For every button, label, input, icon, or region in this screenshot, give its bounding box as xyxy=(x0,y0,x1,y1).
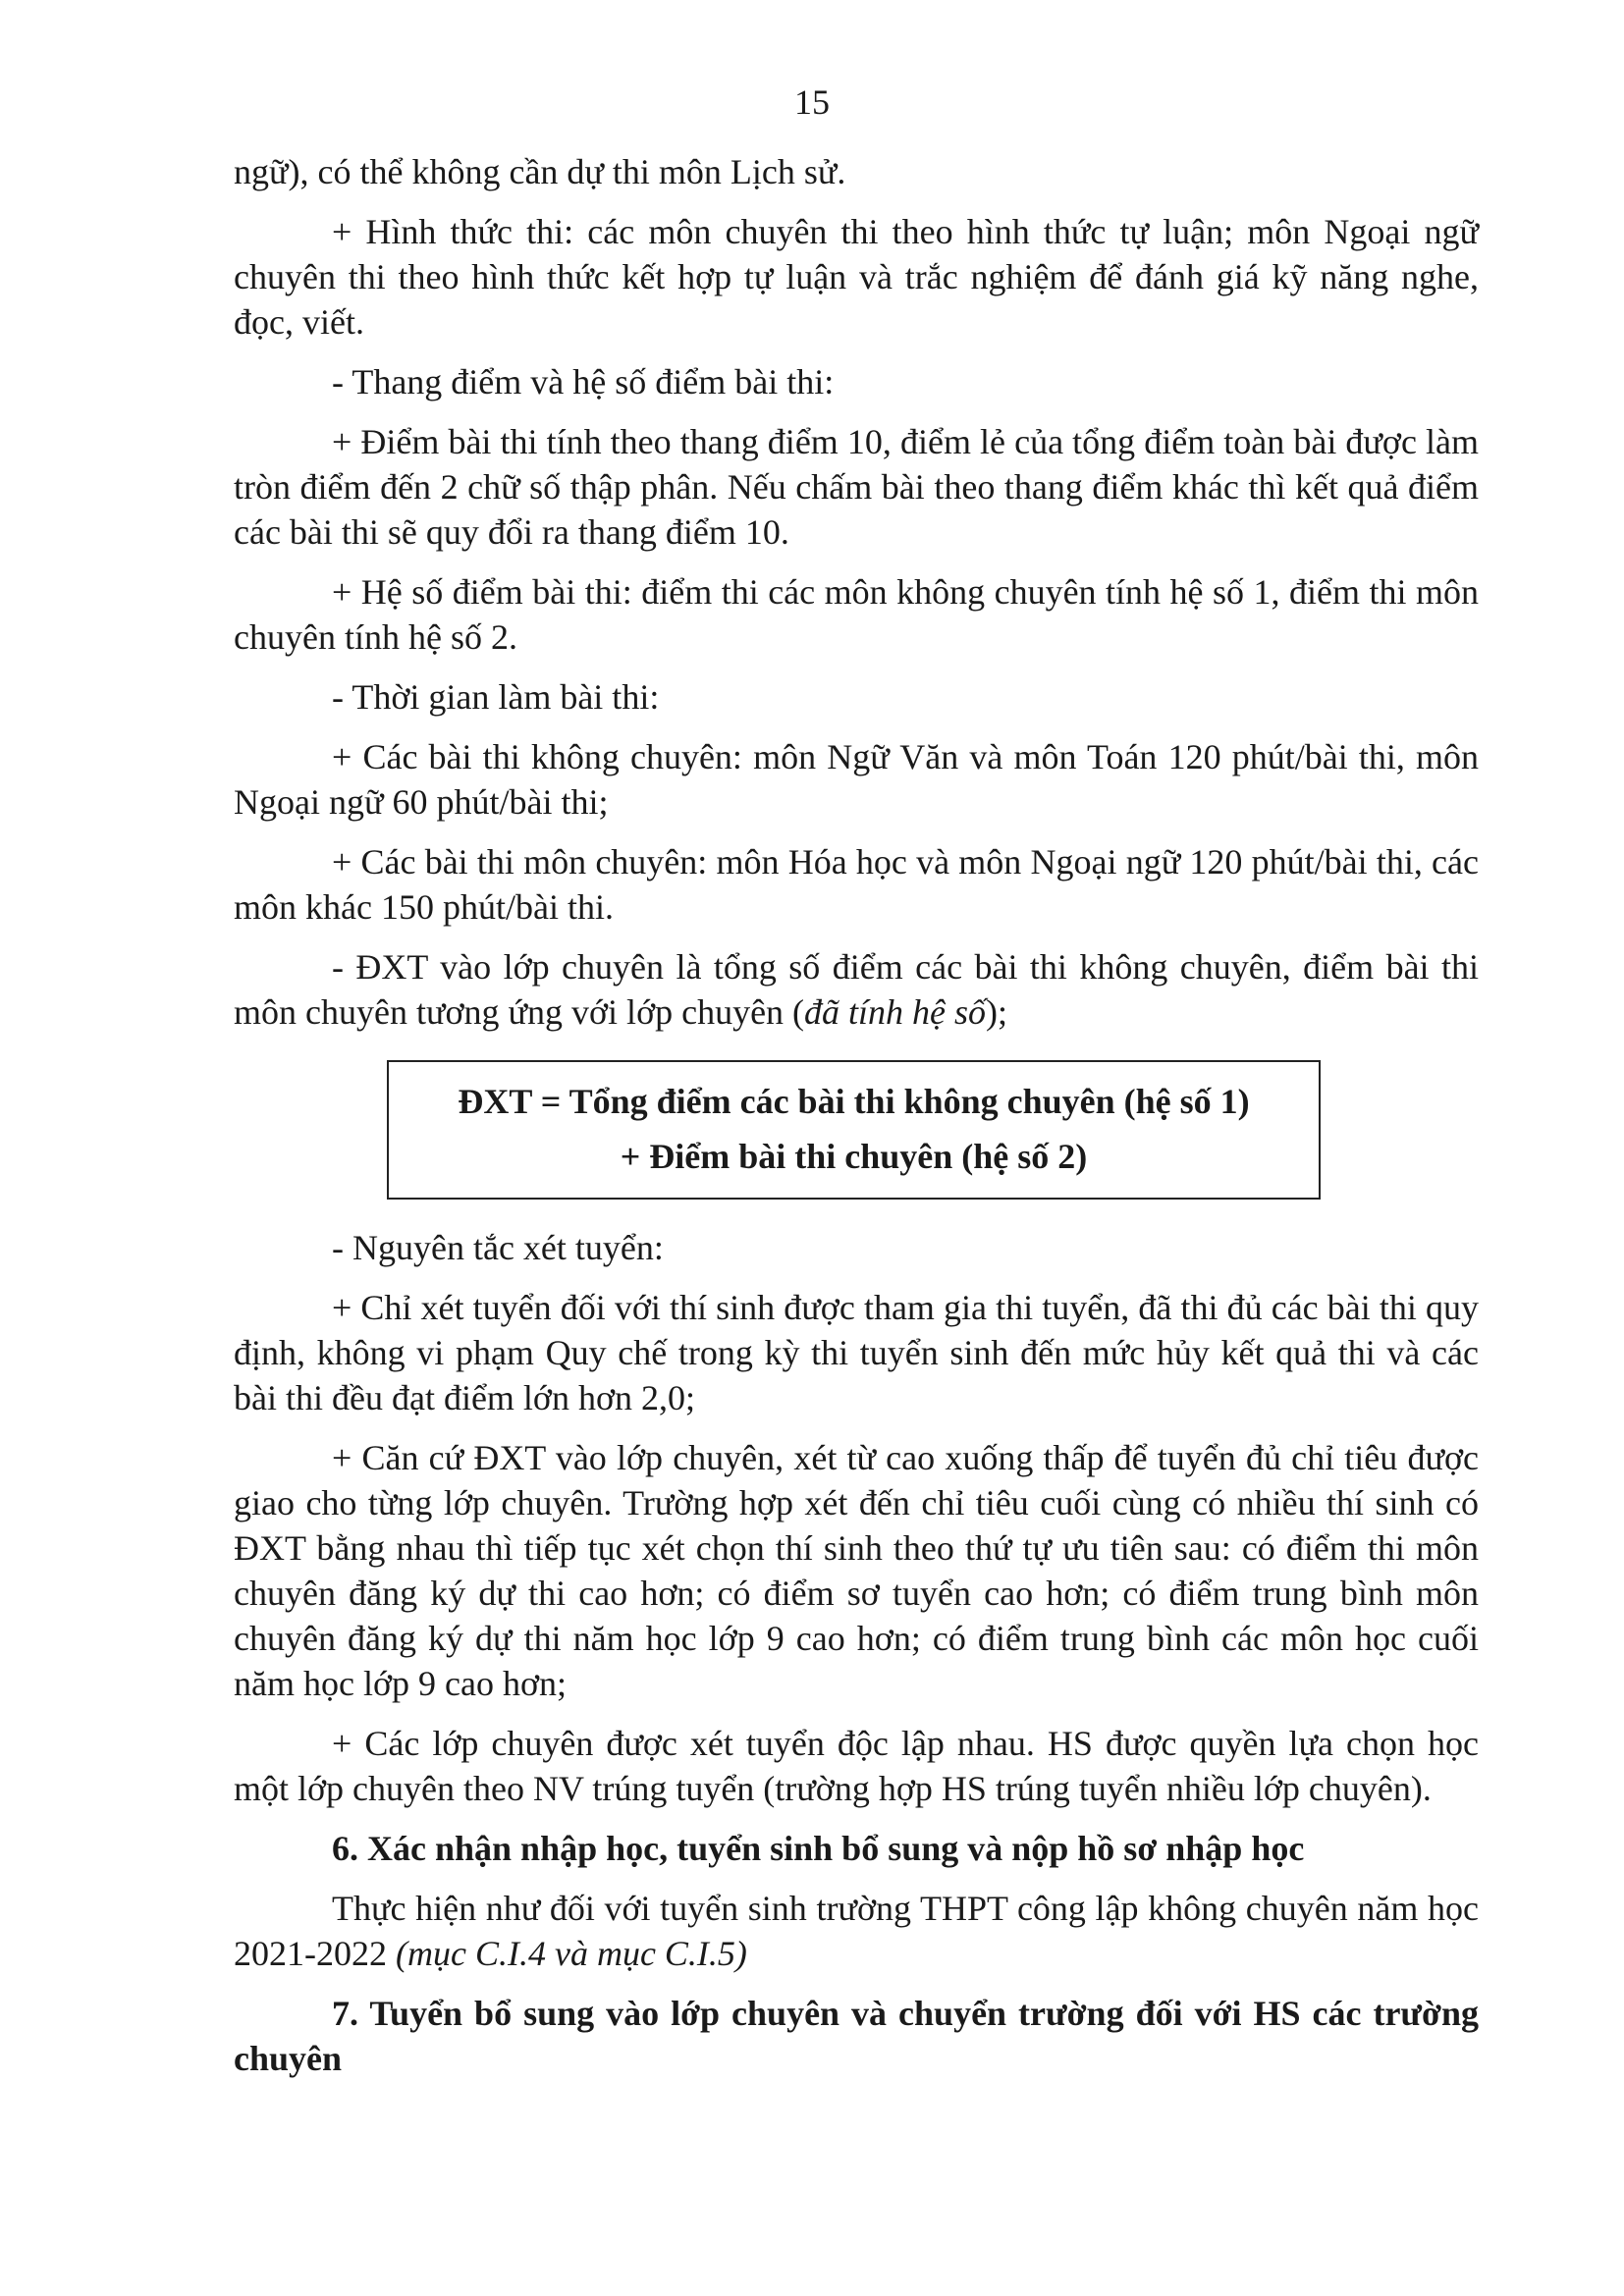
paragraph-scoring-scale: + Điểm bài thi tính theo thang điểm 10, điểm lẻ của tổng điểm toàn bài được làm tròn điểm đến 2 chữ số thập phân. Nếu chấm bài theo thang điểm khác thì kết quả điểm các bài thi sẽ quy đổi ra thang điểm 10. xyxy=(234,422,1479,552)
paragraph-time-heading: - Thời gian làm bài thi: xyxy=(332,677,660,717)
page-number: 15 xyxy=(794,82,830,122)
dxt-definition-text: - ĐXT vào lớp chuyên là tổng số điểm các bài thi không chuyên, điểm bài thi môn chuyên tương ứng với lớp chuyên ( xyxy=(234,947,1479,1032)
dxt-definition-end: ); xyxy=(986,992,1008,1032)
paragraph-selection-heading: - Nguyên tắc xét tuyển: xyxy=(332,1228,664,1267)
paragraph-selection-independent: + Các lớp chuyên được xét tuyển độc lập nhau. HS được quyền lựa chọn học một lớp chuyên theo NV trúng tuyển (trường hợp HS trúng tuyển nhiều lớp chuyên). xyxy=(234,1724,1479,1808)
paragraph-selection-ranking: + Căn cứ ĐXT vào lớp chuyên, xét từ cao xuống thấp để tuyển đủ chỉ tiêu được giao cho từng lớp chuyên. Trường hợp xét đến chỉ tiêu cuối cùng có nhiều thí sinh có ĐXT bằng nhau thì tiếp tục xét chọn thí sinh theo thứ tự ưu tiên sau: có điểm thi môn chuyên đăng ký dự thi cao hơn; có điểm sơ tuyển cao hơn; có điểm trung bình môn chuyên đăng ký dự thi năm học lớp 9 cao hơn; có điểm trung bình các môn học cuối năm học lớp 9 cao hơn; xyxy=(234,1438,1479,1703)
paragraph-dxt-definition xyxy=(234,944,1479,1035)
formula-line-1: ĐXT = Tổng điểm các bài thi không chuyên (hệ số 1) xyxy=(458,1082,1250,1121)
formula-box xyxy=(387,1060,1321,1200)
enrollment-italic: (mục C.I.4 và mục C.I.5) xyxy=(396,1934,747,1973)
paragraph-time-specialized: + Các bài thi môn chuyên: môn Hóa học và môn Ngoại ngữ 120 phút/bài thi, các môn khác 150 phút/bài thi. xyxy=(234,842,1479,927)
paragraph-scoring-heading: - Thang điểm và hệ số điểm bài thi: xyxy=(332,362,835,401)
document-body xyxy=(234,149,1479,2096)
enrollment-text: Thực hiện như đối với tuyển sinh trường THPT công lập không chuyên năm học 2021-2022 xyxy=(234,1889,1479,1973)
dxt-definition-italic: đã tính hệ số xyxy=(804,992,987,1032)
paragraph-scoring-coefficient: + Hệ số điểm bài thi: điểm thi các môn không chuyên tính hệ số 1, điểm thi môn chuyên tính hệ số 2. xyxy=(234,572,1479,657)
section-heading-7: 7. Tuyển bổ sung vào lớp chuyên và chuyển trường đối với HS các trường chuyên xyxy=(234,1994,1479,2078)
formula-line-2: + Điểm bài thi chuyên (hệ số 2) xyxy=(620,1137,1088,1176)
section-heading-6: 6. Xác nhận nhập học, tuyển sinh bổ sung và nộp hồ sơ nhập học xyxy=(332,1829,1305,1868)
paragraph-time-general: + Các bài thi không chuyên: môn Ngữ Văn và môn Toán 120 phút/bài thi, môn Ngoại ngữ 60 phút/bài thi; xyxy=(234,737,1479,822)
paragraph-exam-subjects-end: ngữ), có thể không cần dự thi môn Lịch sử. xyxy=(234,152,846,191)
paragraph-enrollment xyxy=(234,1886,1479,1976)
paragraph-exam-format: + Hình thức thi: các môn chuyên thi theo hình thức tự luận; môn Ngoại ngữ chuyên thi theo hình thức kết hợp tự luận và trắc nghiệm để đánh giá kỹ năng nghe, đọc, viết. xyxy=(234,212,1479,342)
paragraph-selection-eligibility: + Chỉ xét tuyển đối với thí sinh được tham gia thi tuyển, đã thi đủ các bài thi quy định, không vi phạm Quy chế trong kỳ thi tuyển sinh đến mức hủy kết quả thi và các bài thi đều đạt điểm lớn hơn 2,0; xyxy=(234,1288,1479,1417)
